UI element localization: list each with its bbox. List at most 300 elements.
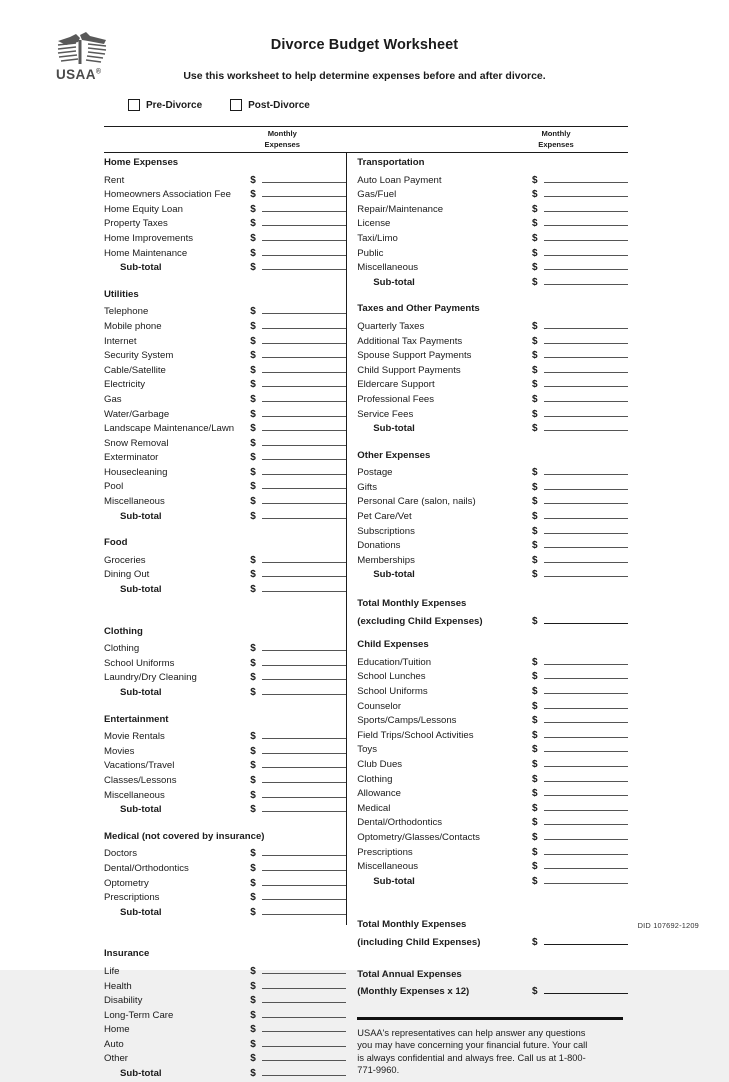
expense-row	[357, 405, 628, 420]
amount-input-line[interactable]	[262, 463, 346, 475]
amount-input-line[interactable]	[544, 214, 628, 226]
expense-row	[357, 171, 628, 186]
expense-label: Pool	[104, 481, 124, 493]
divorce-stage-checkboxes	[128, 99, 310, 111]
expense-label: Water/Garbage	[104, 408, 170, 420]
checkbox-box-icon[interactable]	[128, 99, 140, 111]
amount-input-line[interactable]	[544, 536, 628, 548]
expense-label: Auto Loan Payment	[357, 174, 442, 186]
currency-symbol: $	[532, 276, 538, 288]
expense-row	[357, 653, 628, 668]
amount-input-line[interactable]	[262, 756, 346, 768]
amount-input-line[interactable]	[544, 682, 628, 694]
currency-symbol: $	[250, 437, 256, 449]
currency-symbol: $	[532, 511, 538, 523]
currency-symbol: $	[532, 262, 538, 274]
expense-row	[104, 1006, 346, 1021]
currency-symbol: $	[250, 760, 256, 772]
amount-input-line[interactable]	[544, 317, 628, 329]
expense-label: Cable/Satellite	[104, 364, 166, 376]
amount-input-line[interactable]	[544, 346, 628, 358]
currency-symbol: $	[532, 554, 538, 566]
currency-symbol: $	[250, 203, 256, 215]
expense-label: License	[357, 218, 391, 230]
currency-symbol: $	[532, 569, 538, 581]
expense-label: Counselor	[357, 700, 402, 712]
currency-symbol: $	[532, 686, 538, 697]
amount-input-line[interactable]	[262, 258, 346, 270]
expense-label: Toys	[357, 744, 378, 756]
amount-input-line[interactable]	[544, 653, 628, 665]
subtotal-row	[357, 872, 628, 887]
amount-input-line[interactable]	[544, 755, 628, 767]
amount-input-line[interactable]	[262, 1049, 346, 1061]
subtotal-row	[104, 580, 346, 595]
expense-label: Property Taxes	[104, 218, 168, 230]
amount-input-line[interactable]	[262, 419, 346, 431]
expense-row	[357, 755, 628, 770]
amount-input-line[interactable]	[544, 828, 628, 840]
amount-input-line[interactable]	[262, 1006, 346, 1018]
expense-label: Doctors	[104, 848, 138, 860]
total-block	[357, 597, 628, 629]
expense-row	[104, 302, 346, 317]
amount-entry	[532, 872, 628, 890]
subtotal-label: Sub-total	[373, 569, 415, 581]
amount-input-line[interactable]	[262, 477, 346, 489]
section-spacer	[357, 629, 628, 638]
expense-label: Sports/Camps/Lessons	[357, 715, 457, 727]
subtotal-label: Sub-total	[120, 1068, 162, 1080]
expense-row	[357, 317, 628, 332]
document-id: DID 107692-1209	[637, 921, 699, 930]
amount-input-line[interactable]	[544, 390, 628, 402]
expense-row	[104, 171, 346, 186]
subtotal-label: Sub-total	[373, 875, 415, 887]
total-label-line2: (Monthly Expenses x 12)	[357, 986, 470, 998]
expense-row	[357, 390, 628, 405]
expense-label: Taxi/Limo	[357, 232, 398, 244]
currency-symbol: $	[532, 350, 538, 362]
expense-row	[104, 185, 346, 200]
currency-symbol: $	[532, 773, 538, 785]
amount-input-line[interactable]	[544, 229, 628, 241]
expense-label: Pet Care/Vet	[357, 511, 412, 523]
currency-symbol: $	[532, 540, 538, 552]
currency-symbol: $	[532, 320, 538, 332]
amount-input-line[interactable]	[262, 977, 346, 989]
expense-row	[104, 551, 346, 566]
amount-input-line[interactable]	[262, 405, 346, 417]
expense-row	[104, 419, 346, 434]
amount-input-line[interactable]	[262, 903, 346, 915]
subtotal-row	[357, 273, 628, 288]
currency-symbol: $	[250, 1053, 256, 1065]
expense-row	[104, 991, 346, 1006]
section-heading: Insurance	[104, 948, 150, 960]
section-heading: Transportation	[357, 157, 425, 168]
expense-label: Dining Out	[104, 569, 150, 581]
expense-row	[104, 786, 346, 801]
checkbox-post-divorce[interactable]	[230, 99, 310, 111]
expense-row	[357, 784, 628, 799]
section-heading: Child Expenses	[357, 639, 429, 651]
currency-symbol: $	[250, 393, 256, 405]
amount-input-line[interactable]	[544, 612, 628, 624]
currency-symbol: $	[250, 247, 256, 259]
amount-input-line[interactable]	[262, 727, 346, 739]
amount-input-line[interactable]	[544, 332, 628, 344]
subtotal-label: Sub-total	[120, 510, 162, 522]
currency-symbol: $	[250, 379, 256, 391]
expense-label: Internet	[104, 335, 137, 347]
amount-input-line[interactable]	[262, 580, 346, 592]
amount-input-line[interactable]	[544, 171, 628, 183]
currency-symbol: $	[532, 335, 538, 347]
right-expense-column	[347, 153, 628, 1079]
amount-entry	[250, 903, 346, 921]
currency-symbol: $	[250, 466, 256, 478]
currency-symbol: $	[250, 452, 256, 464]
currency-symbol: $	[532, 481, 538, 493]
currency-symbol: $	[250, 657, 256, 669]
expense-row	[104, 492, 346, 507]
section-heading: Entertainment	[104, 713, 169, 725]
expense-label: Health	[104, 980, 132, 992]
expense-row	[357, 258, 628, 273]
expense-row	[104, 668, 346, 683]
amount-input-line[interactable]	[544, 478, 628, 490]
amount-input-line[interactable]	[544, 784, 628, 796]
amount-input-line[interactable]	[262, 800, 346, 812]
currency-symbol: $	[250, 877, 256, 889]
currency-symbol: $	[250, 687, 256, 698]
total-block	[357, 918, 628, 950]
currency-symbol: $	[250, 481, 256, 493]
currency-symbol: $	[250, 350, 256, 362]
expense-label: Rent	[104, 174, 125, 186]
expense-row	[104, 1049, 346, 1064]
expense-row	[104, 771, 346, 786]
amount-input-line[interactable]	[544, 857, 628, 869]
amount-input-line[interactable]	[544, 419, 628, 431]
expense-label: School Uniforms	[104, 657, 175, 669]
section-heading: Medical (not covered by insurance)	[104, 830, 265, 842]
expense-label: Spouse Support Payments	[357, 350, 472, 362]
expense-row	[104, 756, 346, 771]
amount-input-line[interactable]	[544, 667, 628, 679]
amount-input-line[interactable]	[544, 872, 628, 884]
amount-input-line[interactable]	[262, 874, 346, 886]
expense-label: Electricity	[104, 379, 146, 391]
amount-input-line[interactable]	[262, 434, 346, 446]
amount-input-line[interactable]	[262, 844, 346, 856]
expense-label: Home Equity Loan	[104, 203, 183, 215]
expense-label: Prescriptions	[104, 892, 160, 904]
expense-label: Classes/Lessons	[104, 774, 177, 786]
amount-input-line[interactable]	[262, 317, 346, 329]
expense-row	[357, 492, 628, 507]
expense-label: Service Fees	[357, 408, 414, 420]
amount-input-line[interactable]	[262, 171, 346, 183]
currency-symbol: $	[532, 423, 538, 435]
expense-label: Movies	[104, 745, 135, 757]
expense-label: Memberships	[357, 554, 415, 566]
amount-input-line[interactable]	[262, 507, 346, 519]
subtotal-label: Sub-total	[373, 423, 415, 435]
expense-label: Telephone	[104, 306, 149, 318]
currency-symbol: $	[532, 802, 538, 814]
expense-label: Vacations/Travel	[104, 760, 175, 772]
amount-input-line[interactable]	[262, 771, 346, 783]
amount-input-line[interactable]	[544, 258, 628, 270]
amount-input-line[interactable]	[262, 229, 346, 241]
expense-label: Clothing	[104, 643, 140, 655]
subtotal-label: Sub-total	[120, 804, 162, 816]
subtotal-row	[104, 903, 346, 918]
document-header	[0, 0, 729, 126]
currency-symbol: $	[250, 731, 256, 743]
amount-input-line[interactable]	[544, 507, 628, 519]
amount-input-line[interactable]	[544, 697, 628, 709]
expense-row	[104, 463, 346, 478]
amount-input-line[interactable]	[544, 463, 628, 475]
currency-symbol: $	[250, 906, 256, 918]
subtotal-label: Sub-total	[120, 262, 162, 274]
amount-input-line[interactable]	[544, 244, 628, 256]
total-label-line1: Total Monthly Expenses	[357, 598, 467, 610]
currency-symbol: $	[250, 335, 256, 347]
currency-symbol: $	[250, 862, 256, 874]
expense-row	[357, 244, 628, 259]
expense-label: Exterminator	[104, 452, 159, 464]
currency-symbol: $	[250, 174, 256, 186]
currency-symbol: $	[250, 672, 256, 684]
expense-table	[104, 126, 628, 1079]
expense-label: Optometry/Glasses/Contacts	[357, 831, 480, 843]
amount-input-line[interactable]	[262, 361, 346, 373]
amount-input-line[interactable]	[544, 551, 628, 563]
expense-label: Child Support Payments	[357, 364, 461, 376]
amount-input-line[interactable]	[544, 726, 628, 738]
amount-input-line[interactable]	[262, 551, 346, 563]
amount-input-line[interactable]	[262, 1064, 346, 1076]
amount-input-line[interactable]	[262, 346, 346, 358]
expense-row	[104, 214, 346, 229]
amount-entry	[250, 580, 346, 598]
amount-input-line[interactable]	[262, 859, 346, 871]
monthly-expenses-header: Monthly Expenses	[538, 129, 574, 149]
currency-symbol: $	[532, 364, 538, 376]
amount-input-line[interactable]	[262, 683, 346, 695]
footer-rule	[357, 1017, 623, 1020]
section-heading: Home Expenses	[104, 157, 179, 168]
amount-input-line[interactable]	[262, 668, 346, 680]
expense-label: Gas	[104, 393, 122, 405]
expense-row	[357, 813, 628, 828]
expense-label: Other	[104, 1053, 128, 1065]
currency-symbol: $	[532, 189, 538, 201]
section-heading: Taxes and Other Payments	[357, 303, 480, 315]
amount-input-line[interactable]	[262, 742, 346, 754]
currency-symbol: $	[532, 846, 538, 858]
checkbox-label: Post-Divorce	[248, 99, 310, 111]
amount-input-line[interactable]	[544, 361, 628, 373]
expense-label: Miscellaneous	[357, 861, 419, 873]
section-spacer	[104, 917, 346, 947]
amount-input-line[interactable]	[544, 200, 628, 212]
header-cell-left	[104, 127, 346, 152]
amount-input-line[interactable]	[262, 332, 346, 344]
currency-symbol: $	[532, 729, 538, 741]
amount-input-line[interactable]	[262, 962, 346, 974]
expense-label: Additional Tax Payments	[357, 335, 463, 347]
expense-row	[104, 405, 346, 420]
expense-label: Optometry	[104, 877, 149, 889]
expense-row	[357, 229, 628, 244]
currency-symbol: $	[532, 247, 538, 259]
currency-symbol: $	[250, 423, 256, 435]
expense-row	[104, 229, 346, 244]
expense-row	[357, 200, 628, 215]
expense-row	[104, 361, 346, 376]
amount-input-line[interactable]	[544, 492, 628, 504]
expense-row	[357, 361, 628, 376]
expense-label: Repair/Maintenance	[357, 203, 444, 215]
amount-input-line[interactable]	[262, 565, 346, 577]
currency-symbol: $	[532, 379, 538, 391]
currency-symbol: $	[250, 554, 256, 566]
total-block	[357, 968, 628, 1000]
amount-input-line[interactable]	[544, 405, 628, 417]
expense-label: Professional Fees	[357, 393, 435, 405]
amount-input-line[interactable]	[544, 740, 628, 752]
amount-input-line[interactable]	[262, 991, 346, 1003]
currency-symbol: $	[250, 510, 256, 522]
expense-row	[104, 727, 346, 742]
amount-input-line[interactable]	[262, 302, 346, 314]
amount-input-line[interactable]	[544, 813, 628, 825]
currency-symbol: $	[532, 817, 538, 829]
expense-row	[357, 667, 628, 682]
expense-label: Allowance	[357, 788, 402, 800]
amount-input-line[interactable]	[544, 770, 628, 782]
currency-symbol: $	[532, 467, 538, 479]
amount-input-line[interactable]	[262, 786, 346, 798]
amount-input-line[interactable]	[262, 200, 346, 212]
expense-label: Home	[104, 1024, 130, 1036]
amount-input-line[interactable]	[544, 375, 628, 387]
currency-symbol: $	[532, 875, 538, 887]
currency-symbol: $	[532, 232, 538, 244]
expense-row	[104, 1035, 346, 1050]
amount-input-line[interactable]	[544, 843, 628, 855]
expense-label: Eldercare Support	[357, 379, 435, 391]
checkbox-box-icon[interactable]	[230, 99, 242, 111]
amount-input-line[interactable]	[262, 185, 346, 197]
amount-input-line[interactable]	[544, 711, 628, 723]
expense-label: Homeowners Association Fee	[104, 189, 231, 201]
amount-input-line[interactable]	[262, 448, 346, 460]
amount-input-line[interactable]	[544, 933, 628, 945]
currency-symbol: $	[250, 789, 256, 801]
amount-input-line[interactable]	[262, 1020, 346, 1032]
expense-row	[104, 639, 346, 654]
monthly-expenses-header: Monthly Expenses	[264, 129, 301, 149]
expense-label: Auto	[104, 1038, 124, 1050]
currency-symbol: $	[250, 980, 256, 992]
expense-label: Dental/Orthodontics	[104, 862, 189, 874]
checkbox-pre-divorce[interactable]	[128, 99, 202, 111]
amount-input-line[interactable]	[262, 639, 346, 651]
amount-input-line[interactable]	[544, 565, 628, 577]
amount-input-line[interactable]	[262, 654, 346, 666]
currency-symbol: $	[250, 306, 256, 318]
currency-symbol: $	[250, 745, 256, 757]
expense-row	[357, 346, 628, 361]
currency-symbol: $	[250, 408, 256, 420]
amount-entry	[532, 273, 628, 291]
currency-symbol: $	[532, 408, 538, 420]
amount-input-line[interactable]	[262, 375, 346, 387]
subtotal-label: Sub-total	[120, 584, 162, 596]
subtotal-row	[104, 683, 346, 698]
expense-label: Home Maintenance	[104, 247, 188, 259]
amount-input-line[interactable]	[262, 244, 346, 256]
total-label-line1: Total Annual Expenses	[357, 968, 462, 980]
currency-symbol: $	[532, 715, 538, 727]
expense-row	[357, 857, 628, 872]
disclaimer-text: USAA's representatives can help answer any questions you may have concerning your financial future. Your call is always confidential and always free. Call us at 1-800-771-9960.	[357, 1027, 588, 1076]
amount-input-line[interactable]	[262, 1035, 346, 1047]
expense-row	[104, 859, 346, 874]
expense-label: Housecleaning	[104, 466, 168, 478]
expense-label: Field Trips/School Activities	[357, 729, 474, 741]
expense-row	[357, 332, 628, 347]
amount-entry	[250, 683, 346, 701]
expense-label: School Uniforms	[357, 686, 428, 697]
expense-row	[357, 843, 628, 858]
currency-symbol: $	[250, 232, 256, 244]
amount-input-line[interactable]	[262, 492, 346, 504]
currency-symbol: $	[250, 320, 256, 332]
amount-input-line[interactable]	[262, 888, 346, 900]
expense-row	[104, 654, 346, 669]
currency-symbol: $	[532, 831, 538, 843]
total-label-line2-row	[357, 612, 628, 630]
amount-input-line[interactable]	[544, 982, 628, 994]
expense-label: Mobile phone	[104, 320, 162, 332]
currency-symbol: $	[532, 656, 538, 668]
amount-entry	[250, 800, 346, 818]
expense-label: School Lunches	[357, 671, 426, 683]
currency-symbol: $	[250, 848, 256, 860]
amount-input-line[interactable]	[544, 185, 628, 197]
currency-symbol: $	[532, 700, 538, 712]
amount-input-line[interactable]	[262, 390, 346, 402]
amount-entry	[532, 982, 628, 1000]
checkbox-label: Pre-Divorce	[146, 99, 203, 111]
amount-input-line[interactable]	[544, 273, 628, 285]
amount-input-line[interactable]	[544, 522, 628, 534]
subtotal-row	[104, 258, 346, 273]
usaa-wordmark: USAA®	[56, 67, 102, 82]
amount-input-line[interactable]	[544, 799, 628, 811]
amount-input-line[interactable]	[262, 214, 346, 226]
total-label-line2-row	[357, 933, 628, 951]
expense-label: Club Dues	[357, 758, 403, 770]
expense-label: Gifts	[357, 481, 378, 493]
